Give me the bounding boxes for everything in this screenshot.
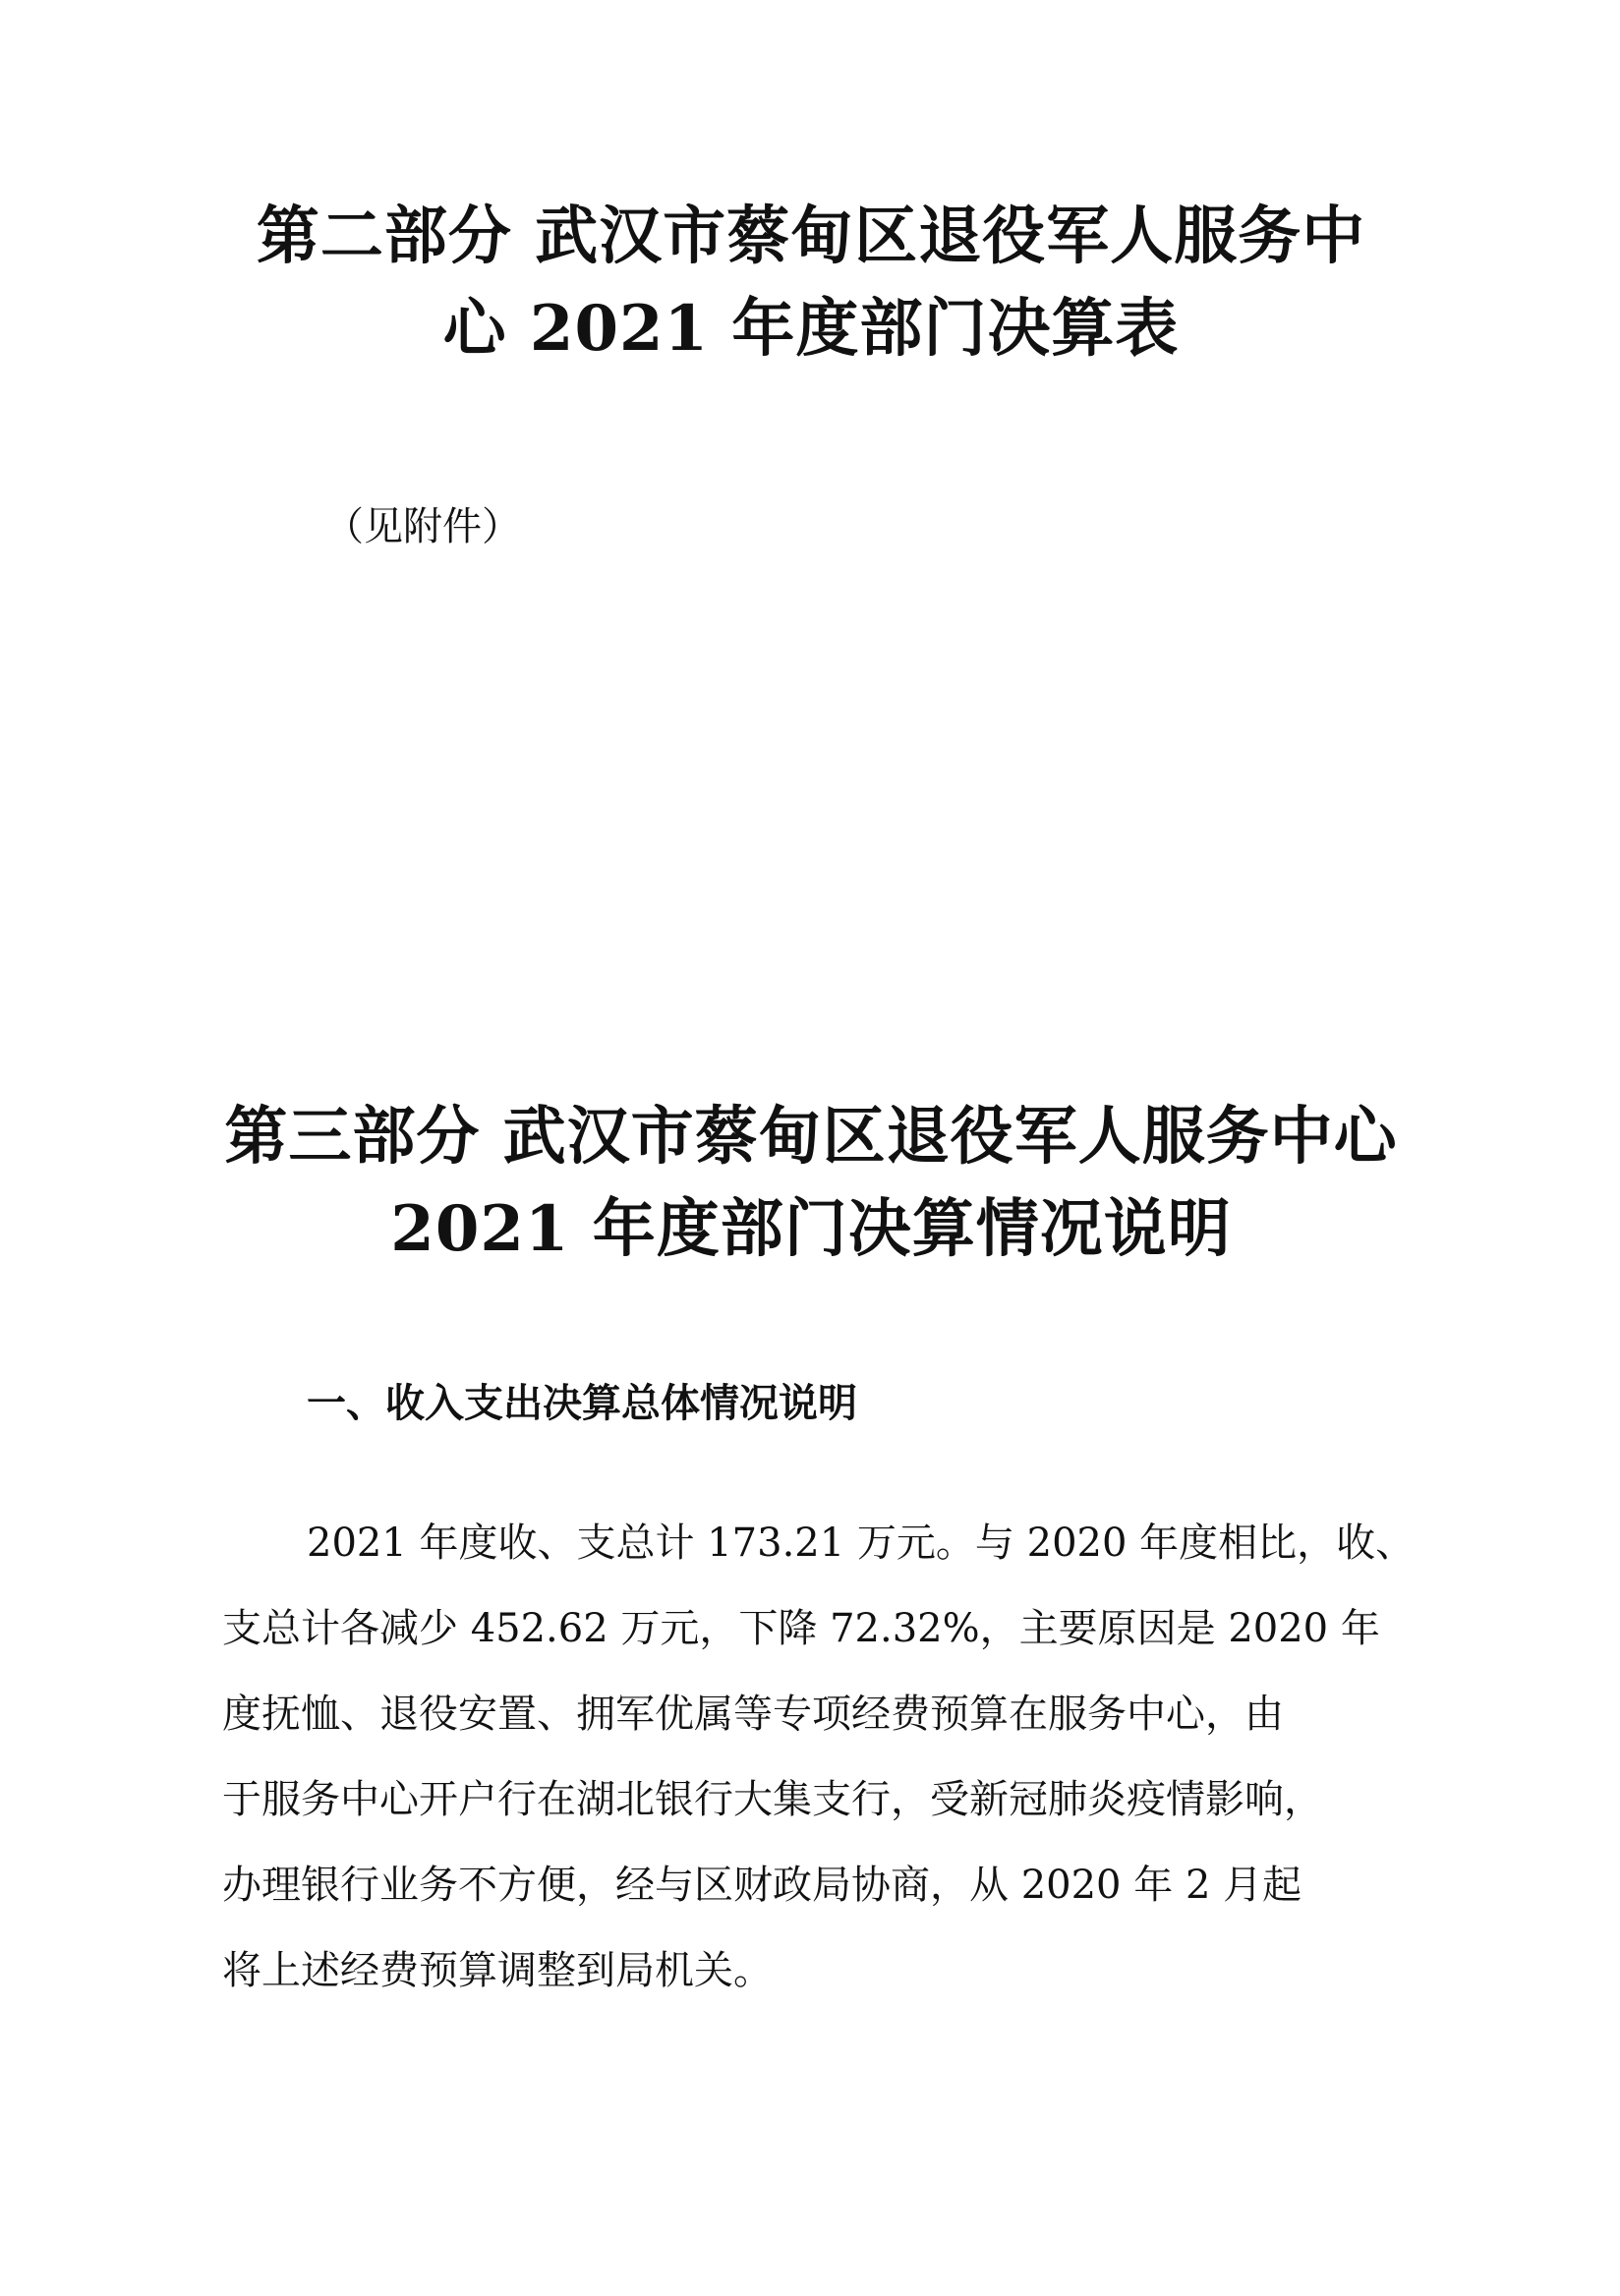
paragraph-line-1: 2021 年度收、支总计 173.21 万元。与 2020 年度相比，收、	[307, 1521, 1416, 1566]
paragraph-line-4: 于服务中心开户行在湖北银行大集支行，受新冠肺炎疫情影响，	[222, 1777, 1323, 1822]
paragraph-line-6: 将上述经费预算调整到局机关。	[222, 1948, 773, 1993]
part2-title-line-2: 心 2021 年度部门决算表	[442, 292, 1180, 366]
section-heading-income-expenditure: 一、收入支出决算总体情况说明	[307, 1381, 857, 1426]
attachment-note: （见附件）	[324, 504, 521, 549]
paragraph-line-5: 办理银行业务不方便，经与区财政局协商，从 2020 年 2 月起	[222, 1863, 1302, 1908]
paragraph-line-3: 度抚恤、退役安置、拥军优属等专项经费预算在服务中心，由	[222, 1692, 1284, 1737]
paragraph-line-2: 支总计各减少 452.62 万元，下降 72.32%，主要原因是 2020 年	[222, 1606, 1380, 1651]
part3-title-line-2: 2021 年度部门决算情况说明	[390, 1192, 1232, 1266]
part3-title-line-1: 第三部分 武汉市蔡甸区退役军人服务中心	[224, 1100, 1398, 1174]
part2-title-line-1: 第二部分 武汉市蔡甸区退役军人服务中	[256, 200, 1366, 273]
section-paragraph	[222, 1501, 1416, 2014]
part2-title	[177, 191, 1445, 375]
part3-title	[177, 1091, 1445, 1276]
